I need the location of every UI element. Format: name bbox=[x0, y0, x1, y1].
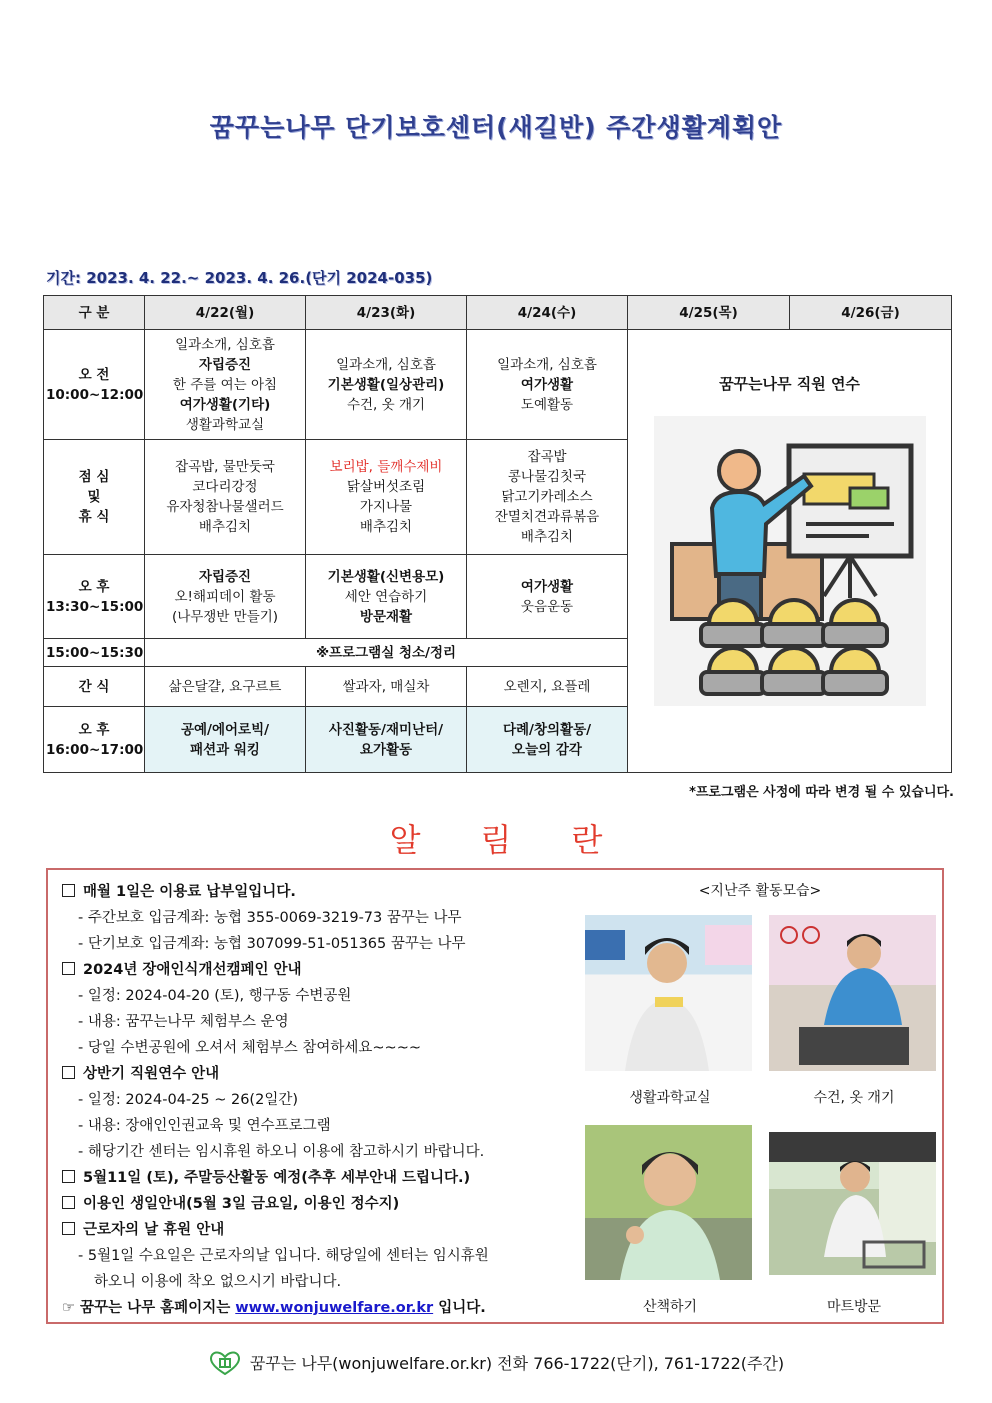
student-photo-icon bbox=[769, 1132, 936, 1275]
staff-training-cell bbox=[628, 330, 952, 773]
morning-day-1 bbox=[145, 330, 306, 440]
notice-detail: - 내용: 장애인인권교육 및 연수프로그램 bbox=[78, 1118, 331, 1134]
snack-day-1: 삶은달걀, 요구르트 bbox=[145, 667, 306, 707]
cell-line: 요가활동 bbox=[359, 741, 413, 758]
staff-training-text: 꿈꾸는나무 직원 연수 bbox=[719, 375, 860, 393]
student-photo-icon bbox=[585, 1125, 752, 1280]
cell-line: 일과소개, 심호흡 bbox=[497, 356, 597, 373]
lunch-day-2 bbox=[306, 440, 467, 555]
page-title: 꿈꾸는나무 단기보호센터(새길반) 주간생활계획안 bbox=[209, 113, 783, 142]
photo-caption-3: 산책하기 bbox=[642, 1299, 698, 1315]
late-label bbox=[44, 707, 145, 773]
cell-line: 패션과 워킹 bbox=[190, 741, 260, 758]
cell-line: 오늘의 감각 bbox=[512, 741, 582, 758]
cell-line: 기본생활(신변용모) bbox=[327, 568, 445, 585]
tree-logo-icon bbox=[208, 1350, 242, 1376]
cell-line: 자립증진 bbox=[198, 356, 252, 373]
notice-detail: - 주간보호 입금계좌: 농협 355-0069-3219-73 꿈꾸는 나무 bbox=[78, 910, 462, 926]
morning-time: 10:00~12:00 bbox=[46, 386, 144, 403]
afternoon-time: 13:30~15:00 bbox=[46, 598, 144, 615]
cell-line: (나무쟁반 만들기) bbox=[171, 608, 279, 625]
notice-detail: - 당일 수변공원에 오셔서 체험부스 참여하세요~~~~ bbox=[78, 1040, 422, 1056]
period-text: 기간: 2023. 4. 22.~ 2023. 4. 26.(단기 2024-035) bbox=[46, 269, 433, 287]
notice-heading: 알림란 bbox=[389, 821, 663, 859]
late-day-3 bbox=[467, 707, 628, 773]
late-label-text: 오 후 bbox=[78, 721, 110, 738]
presentation-icon bbox=[654, 416, 926, 706]
cell-line: 웃음운동 bbox=[520, 598, 574, 615]
homepage-line bbox=[62, 1296, 486, 1317]
cell-line: 사진활동/재미난터/ bbox=[328, 721, 444, 738]
notice-item bbox=[62, 958, 302, 979]
photo-caption-4: 마트방문 bbox=[826, 1299, 882, 1315]
header-day-5: 4/26(금) bbox=[790, 296, 952, 330]
cell-line: 여가생활 bbox=[520, 578, 574, 595]
homepage-prefix: ☞ 꿈꾸는 나무 홈페이지는 bbox=[62, 1300, 231, 1316]
cell-line: 한 주를 여는 아침 bbox=[172, 376, 278, 393]
header-category: 구 분 bbox=[44, 296, 145, 330]
notice-detail: - 단기보호 입금계좌: 농협 307099-51-051365 꿈꾸는 나무 bbox=[78, 936, 466, 952]
cell-line: 다례/창의활동/ bbox=[502, 721, 592, 738]
snack-label: 간 식 bbox=[44, 667, 145, 707]
footer bbox=[0, 1350, 992, 1376]
cell-line: 가지나물 bbox=[359, 499, 413, 515]
student-photo-icon bbox=[769, 915, 936, 1071]
afternoon-day-1 bbox=[145, 555, 306, 639]
cell-line: 유자청참나물샐러드 bbox=[166, 499, 284, 515]
late-time: 16:00~17:00 bbox=[46, 741, 144, 758]
late-day-2 bbox=[306, 707, 467, 773]
cleanup-time: 15:00~15:30 bbox=[44, 639, 145, 667]
notice-item bbox=[62, 1192, 399, 1213]
photo-science-class bbox=[585, 915, 752, 1071]
cell-line: 일과소개, 심호흡 bbox=[175, 336, 275, 353]
notice-detail: - 5월1일 수요일은 근로자의날 입니다. 해당일에 센터는 임시휴원 bbox=[78, 1248, 489, 1264]
cell-line: 공예/에어로빅/ bbox=[180, 721, 270, 738]
notice-detail: - 일정: 2024-04-25 ~ 26(2일간) bbox=[78, 1092, 298, 1108]
header-day-1: 4/22(월) bbox=[145, 296, 306, 330]
header-day-4: 4/25(목) bbox=[628, 296, 790, 330]
cell-line: 배추김치 bbox=[198, 519, 252, 535]
cell-line: 도예활동 bbox=[520, 396, 574, 413]
notice-item bbox=[62, 1062, 219, 1083]
cell-line: 보리밥, 들깨수제비 bbox=[329, 459, 443, 475]
notice-detail: 하오니 이용에 착오 없으시기 바랍니다. bbox=[94, 1274, 342, 1290]
cell-line: 수건, 옷 개기 bbox=[346, 396, 426, 413]
training-illustration bbox=[654, 416, 926, 706]
morning-label bbox=[44, 330, 145, 440]
notice-text: 매월 1일은 이용료 납부일입니다. bbox=[83, 884, 296, 900]
notice-text: 2024년 장애인식개선캠페인 안내 bbox=[83, 962, 302, 978]
footer-text: 꿈꾸는 나무(wonjuwelfare.or.kr) 전화 766-1722(단기), 761-1722(주간) bbox=[249, 1354, 785, 1373]
notice-detail: - 일정: 2024-04-20 (토), 행구동 수변공원 bbox=[78, 988, 352, 1004]
notice-text: 이용인 생일안내(5월 3일 금요일, 이용인 정수지) bbox=[83, 1196, 400, 1212]
checkbox-icon bbox=[62, 962, 75, 975]
morning-day-3 bbox=[467, 330, 628, 440]
cell-line: 자립증진 bbox=[198, 568, 252, 585]
homepage-link[interactable]: www.wonjuwelfare.or.kr bbox=[235, 1300, 434, 1316]
lunch-day-3 bbox=[467, 440, 628, 555]
photo-walk bbox=[585, 1125, 752, 1280]
morning-day-2 bbox=[306, 330, 467, 440]
cell-line: 닭살버섯조림 bbox=[346, 479, 426, 495]
cell-line: 잡곡밥 bbox=[527, 449, 567, 465]
morning-row bbox=[44, 330, 952, 440]
cell-line: 잡곡밥, 물만둣국 bbox=[175, 459, 275, 475]
afternoon-label-text: 오 후 bbox=[78, 578, 110, 595]
student-photo-icon bbox=[585, 915, 752, 1071]
checkbox-icon bbox=[62, 1170, 75, 1183]
cell-line: 콩나물김칫국 bbox=[507, 469, 587, 485]
snack-day-3: 오렌지, 요플레 bbox=[467, 667, 628, 707]
notice-item bbox=[62, 1218, 224, 1239]
cell-line: 닭고기카레소스 bbox=[501, 489, 593, 505]
table-header-row bbox=[44, 296, 952, 330]
gallery-caption: <지난주 활동모습> bbox=[698, 883, 822, 899]
checkbox-icon bbox=[62, 1222, 75, 1235]
photo-towel-folding bbox=[769, 915, 936, 1071]
cell-line: 여가생활 bbox=[520, 376, 574, 393]
lunch-label-3: 휴 식 bbox=[78, 509, 110, 525]
cell-line: 잔멸치견과류볶음 bbox=[494, 509, 600, 525]
checkbox-icon bbox=[62, 1196, 75, 1209]
cell-line: 배추김치 bbox=[359, 519, 413, 535]
photo-caption-2: 수건, 옷 개기 bbox=[813, 1090, 895, 1106]
cell-line: 생활과학교실 bbox=[185, 416, 265, 433]
cell-line: 일과소개, 심호흡 bbox=[336, 356, 436, 373]
lunch-label-2: 및 bbox=[87, 489, 101, 505]
cleanup-text: ※프로그램실 청소/정리 bbox=[145, 639, 628, 667]
late-day-1 bbox=[145, 707, 306, 773]
notice-item bbox=[62, 1166, 470, 1187]
notice-text: 5월11일 (토), 주말등산활동 예정(추후 세부안내 드립니다.) bbox=[83, 1170, 471, 1186]
checkbox-icon bbox=[62, 1066, 75, 1079]
cell-line: 방문재활 bbox=[359, 608, 413, 625]
notice-text: 근로자의 날 휴원 안내 bbox=[83, 1222, 225, 1238]
cell-line: 여가생활(기타) bbox=[179, 396, 271, 413]
snack-day-2: 쌀과자, 매실차 bbox=[306, 667, 467, 707]
homepage-suffix: 입니다. bbox=[438, 1300, 486, 1316]
cell-line: 코다리강정 bbox=[192, 479, 258, 495]
lunch-day-1 bbox=[145, 440, 306, 555]
cell-line: 세안 연습하기 bbox=[344, 588, 428, 605]
cell-line: 오!해피데이 활동 bbox=[174, 588, 276, 605]
afternoon-label bbox=[44, 555, 145, 639]
lunch-label bbox=[44, 440, 145, 555]
afternoon-day-3 bbox=[467, 555, 628, 639]
notice-detail: - 해당기간 센터는 임시휴원 하오니 이용에 참고하시기 바랍니다. bbox=[78, 1144, 485, 1160]
notice-item bbox=[62, 880, 296, 901]
header-day-3: 4/24(수) bbox=[467, 296, 628, 330]
photo-market bbox=[769, 1132, 936, 1275]
notice-detail: - 내용: 꿈꾸는나무 체험부스 운영 bbox=[78, 1014, 289, 1030]
cell-line: 기본생활(일상관리) bbox=[327, 376, 445, 393]
cell-line: 배추김치 bbox=[520, 529, 574, 545]
afternoon-day-2 bbox=[306, 555, 467, 639]
change-note: *프로그램은 사정에 따라 변경 될 수 있습니다. bbox=[689, 785, 954, 800]
morning-label-text: 오 전 bbox=[78, 366, 110, 383]
weekly-schedule-table bbox=[43, 295, 952, 773]
photo-caption-1: 생활과학교실 bbox=[629, 1090, 711, 1106]
notice-text: 상반기 직원연수 안내 bbox=[83, 1066, 220, 1082]
checkbox-icon bbox=[62, 884, 75, 897]
lunch-label-1: 점 심 bbox=[78, 469, 110, 485]
header-day-2: 4/23(화) bbox=[306, 296, 467, 330]
